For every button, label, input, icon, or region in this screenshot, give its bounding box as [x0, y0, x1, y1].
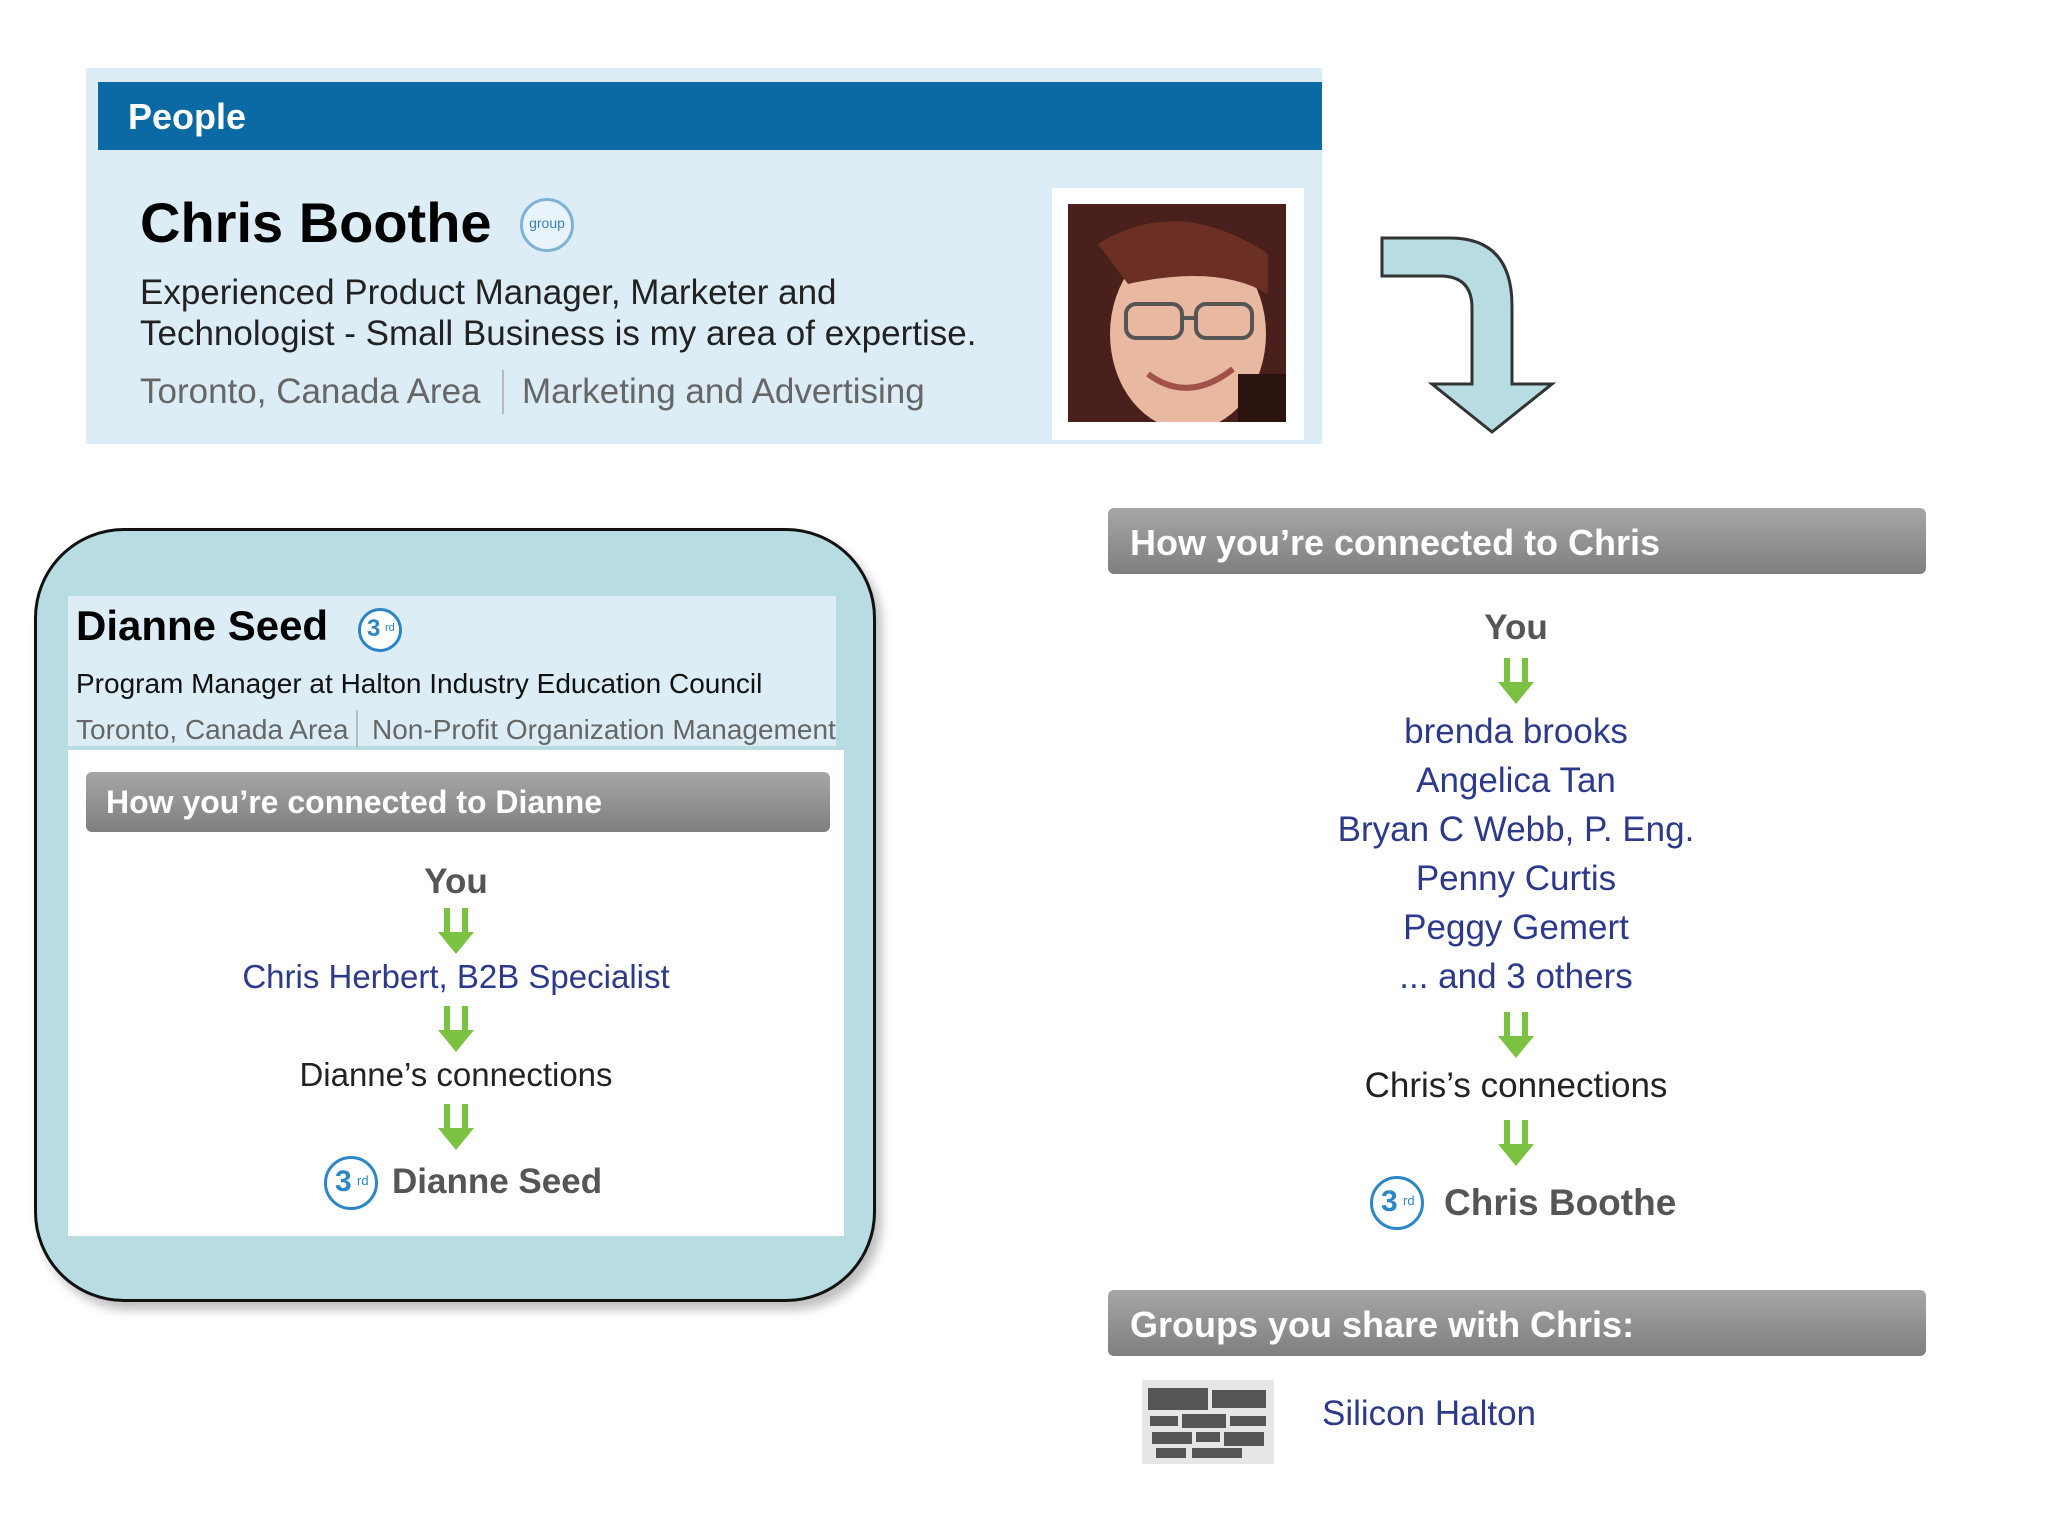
dianne-connections-label: Dianne’s connections: [299, 1056, 613, 1093]
curved-arrow-icon: [1380, 236, 1560, 436]
dianne-connection-header: [86, 772, 830, 832]
chris-connections-label: Chris’s connections: [1364, 1066, 1668, 1105]
path-end-name[interactable]: Dianne Seed: [392, 1162, 603, 1201]
degree-3rd-icon: [324, 1156, 378, 1210]
degree-suffix: rd: [385, 622, 395, 634]
green-down-arrow-icon: [438, 1104, 474, 1152]
divider: [502, 370, 504, 414]
degree-suffix: rd: [357, 1173, 369, 1188]
chris-connection-header: [1108, 508, 1926, 574]
intermediary-link[interactable]: brenda brooks: [1404, 712, 1628, 751]
dianne-name[interactable]: Dianne Seed: [76, 602, 329, 649]
profile-headline: Experienced Product Manager, Marketer and Technologist - Small Business is my area of expertise.: [140, 273, 977, 353]
profile-photo[interactable]: [1052, 188, 1304, 440]
dianne-industry: Non-Profit Organization Management: [372, 714, 836, 745]
intermediary-link[interactable]: Peggy Gemert: [1403, 908, 1629, 947]
green-down-arrow-icon: [1498, 658, 1534, 706]
degree-number: 3: [335, 1165, 352, 1198]
intermediary-link[interactable]: Chris Herbert, B2B Specialist: [242, 958, 670, 995]
shared-groups-header: [1108, 1290, 1926, 1356]
group-logo[interactable]: [1142, 1380, 1274, 1464]
green-down-arrow-icon: [1498, 1120, 1534, 1168]
group-badge-label: group: [529, 215, 565, 231]
profile-location: Toronto, Canada Area: [140, 372, 481, 411]
intermediary-link[interactable]: Angelica Tan: [1416, 761, 1616, 800]
profile-photo-image: [1068, 204, 1286, 422]
profile-industry: Marketing and Advertising: [522, 372, 925, 411]
degree-3rd-icon: [358, 608, 402, 652]
divider: [356, 710, 358, 748]
intermediary-link[interactable]: Penny Curtis: [1415, 859, 1617, 898]
people-card: [86, 68, 1322, 444]
degree-suffix: rd: [1403, 1193, 1415, 1208]
degree-number: 3: [367, 615, 381, 642]
degree-number: 3: [1381, 1185, 1398, 1218]
path-start-you: You: [424, 862, 488, 901]
path-start-you: You: [1484, 608, 1548, 647]
dianne-location: Toronto, Canada Area: [76, 714, 349, 745]
degree-3rd-icon: [1370, 1176, 1424, 1230]
group-badge-icon: [520, 198, 574, 252]
green-down-arrow-icon: [438, 908, 474, 956]
path-end-name[interactable]: Chris Boothe: [1444, 1182, 1677, 1223]
shared-group-link[interactable]: Silicon Halton: [1322, 1394, 1536, 1433]
intermediary-link[interactable]: Bryan C Webb, P. Eng.: [1337, 810, 1695, 849]
people-header-bar: [98, 82, 1322, 150]
green-down-arrow-icon: [438, 1006, 474, 1054]
shared-groups-title: Groups you share with Chris:: [1130, 1304, 1635, 1345]
and-others-link[interactable]: ... and 3 others: [1399, 957, 1633, 996]
dianne-title: Program Manager at Halton Industry Education Council: [76, 668, 763, 699]
people-header-label: People: [128, 96, 247, 137]
profile-name[interactable]: Chris Boothe: [140, 191, 492, 254]
chris-connection-title: How you’re connected to Chris: [1130, 522, 1661, 563]
green-down-arrow-icon: [1498, 1012, 1534, 1060]
dianne-connection-title: How you’re connected to Dianne: [106, 784, 603, 820]
